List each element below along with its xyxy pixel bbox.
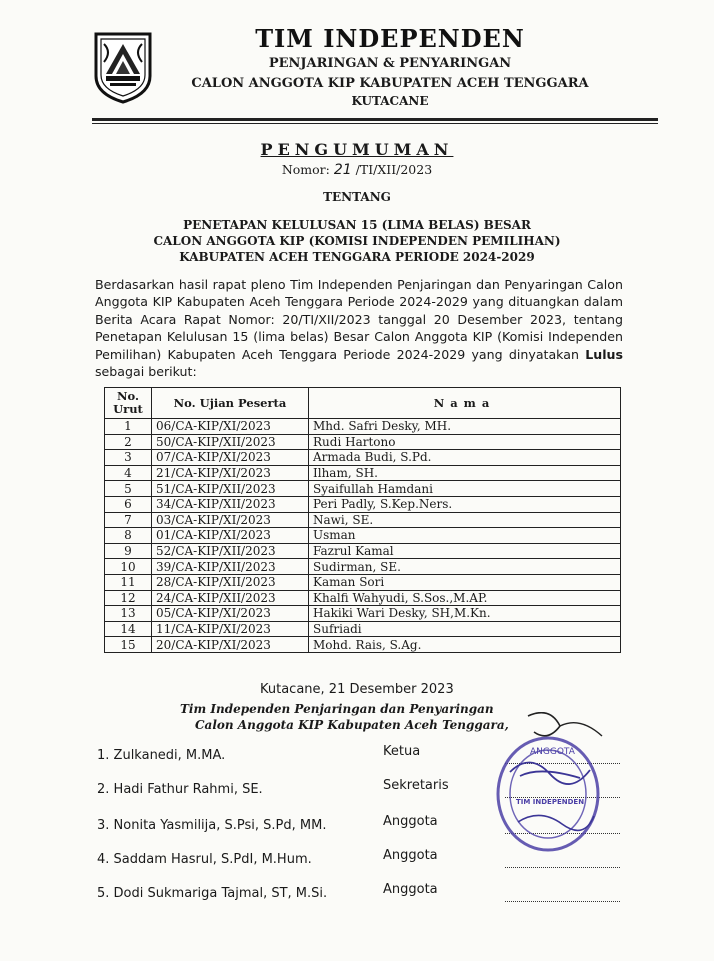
row-name: Mohd. Rais, S.Ag. <box>309 637 621 653</box>
row-name: Nawi, SE. <box>309 512 621 528</box>
table-row <box>105 465 621 481</box>
row-name: Armada Budi, S.Pd. <box>309 450 621 466</box>
member-name-text: Hadi Fathur Rahmi, SE. <box>113 782 263 797</box>
nomor-handwritten: 21 <box>333 162 352 178</box>
member-name-text: Zulkanedi, M.MA. <box>113 748 226 763</box>
col-nama-header: Nama <box>309 388 621 419</box>
row-exam-number: 01/CA-KIP/XI/2023 <box>152 528 309 544</box>
tentang-label: TENTANG <box>323 190 391 204</box>
table-row <box>105 481 621 497</box>
col-no-header <box>105 388 152 419</box>
table-row <box>105 450 621 466</box>
member-number: 4. <box>97 852 110 867</box>
member-name-text: Dodi Sukmariga Tajmal, ST, M.Si. <box>113 886 328 901</box>
nomor-label: Nomor: <box>281 162 330 177</box>
row-number: 3 <box>105 450 152 466</box>
table-row <box>105 606 621 622</box>
header-rule-thin <box>92 123 658 124</box>
signature-line <box>505 900 620 902</box>
row-number: 4 <box>105 465 152 481</box>
place-date: Kutacane, 21 Desember 2023 <box>260 682 454 697</box>
signatory-body-line1: Tim Independen Penjaringan dan Penyaringan <box>180 702 494 716</box>
row-exam-number: 50/CA-KIP/XII/2023 <box>152 434 309 450</box>
member-role: Anggota <box>383 848 438 863</box>
body-text-end: sebagai berikut: <box>95 364 197 380</box>
row-number: 13 <box>105 606 152 622</box>
row-exam-number: 06/CA-KIP/XI/2023 <box>152 419 309 435</box>
member-name <box>97 886 327 901</box>
row-number: 2 <box>105 434 152 450</box>
row-name: Sufriadi <box>309 621 621 637</box>
member-role: Anggota <box>383 882 438 897</box>
header-line2: CALON ANGGOTA KIP KABUPATEN ACEH TENGGARA <box>191 76 589 91</box>
subject-line-1: PENETAPAN KELULUSAN 15 (LIMA BELAS) BESAR <box>183 218 531 232</box>
stamp-text-top: ANGGOTA <box>530 747 575 757</box>
row-number: 8 <box>105 528 152 544</box>
signatory-body-line2: Calon Anggota KIP Kabupaten Aceh Tenggara, <box>195 718 509 732</box>
col-ujian-header: No. Ujian Peserta <box>152 388 309 419</box>
official-stamp <box>490 712 610 862</box>
announcement-number <box>0 162 714 178</box>
member-number: 3. <box>97 818 110 833</box>
graduates-table <box>104 387 621 653</box>
row-name: Usman <box>309 528 621 544</box>
col-no-line1: No. <box>117 389 139 403</box>
row-name: Khalfi Wahyudi, S.Sos.,M.AP. <box>309 590 621 606</box>
member-number: 5. <box>97 886 110 901</box>
row-exam-number: 24/CA-KIP/XII/2023 <box>152 590 309 606</box>
header-rule-thick <box>92 118 658 121</box>
table-row <box>105 434 621 450</box>
row-number: 12 <box>105 590 152 606</box>
table-row <box>105 559 621 575</box>
row-exam-number: 52/CA-KIP/XII/2023 <box>152 543 309 559</box>
row-name: Hakiki Wari Desky, SH,M.Kn. <box>309 606 621 622</box>
header-title: TIM INDEPENDEN <box>255 24 525 53</box>
member-role: Ketua <box>383 744 421 759</box>
table-row <box>105 637 621 653</box>
member-role: Anggota <box>383 814 438 829</box>
row-exam-number: 39/CA-KIP/XII/2023 <box>152 559 309 575</box>
row-name: Mhd. Safri Desky, MH. <box>309 419 621 435</box>
stamp-text-mid: TIM INDEPENDEN <box>516 798 585 806</box>
nomor-suffix: /TI/XII/2023 <box>355 162 433 177</box>
table-header-row <box>105 388 621 419</box>
body-bold-word: Lulus <box>585 346 623 362</box>
row-number: 5 <box>105 481 152 497</box>
body-paragraph <box>95 276 623 380</box>
row-exam-number: 21/CA-KIP/XI/2023 <box>152 465 309 481</box>
table-row <box>105 512 621 528</box>
row-name: Kaman Sori <box>309 574 621 590</box>
row-number: 15 <box>105 637 152 653</box>
member-name-text: Saddam Hasrul, S.PdI, M.Hum. <box>113 852 312 867</box>
table-row <box>105 419 621 435</box>
row-name: Syaifullah Hamdani <box>309 481 621 497</box>
row-number: 10 <box>105 559 152 575</box>
table-row <box>105 543 621 559</box>
member-name <box>97 852 312 867</box>
member-name <box>97 748 225 763</box>
row-exam-number: 11/CA-KIP/XI/2023 <box>152 621 309 637</box>
member-number: 2. <box>97 782 110 797</box>
header-line3: KUTACANE <box>351 94 429 108</box>
row-name: Sudirman, SE. <box>309 559 621 575</box>
col-no-line2: Urut <box>113 402 143 416</box>
member-name <box>97 782 263 797</box>
body-text: Berdasarkan hasil rapat pleno Tim Independen Penjaringan dan Penyaringan Calon Anggota KIP Kabupaten Aceh Tenggara Periode 2024-2029 yang dituangkan dalam Berita Acara Rapat Nomor: 20/TI/XII/2023 tanggal 20 Desember 2023, tentang Penetapan Kelulusan 15 (lima belas) Besar Calon Anggota KIP (Komisi Independen Pemilihan) Kabupaten Aceh Tenggara Periode 2024-2029 yang dinyatakan <box>95 277 623 362</box>
row-exam-number: 51/CA-KIP/XII/2023 <box>152 481 309 497</box>
table-row <box>105 621 621 637</box>
row-number: 11 <box>105 574 152 590</box>
row-number: 14 <box>105 621 152 637</box>
row-exam-number: 07/CA-KIP/XI/2023 <box>152 450 309 466</box>
row-exam-number: 34/CA-KIP/XII/2023 <box>152 496 309 512</box>
announcement-heading: PENGUMUMAN <box>260 140 454 159</box>
row-number: 1 <box>105 419 152 435</box>
signature-line <box>505 866 620 868</box>
member-role: Sekretaris <box>383 778 449 793</box>
row-number: 7 <box>105 512 152 528</box>
subject-line-2: CALON ANGGOTA KIP (KOMISI INDEPENDEN PEMILIHAN) <box>153 234 561 248</box>
row-name: Peri Padly, S.Kep.Ners. <box>309 496 621 512</box>
member-number: 1. <box>97 748 110 763</box>
table-row <box>105 528 621 544</box>
subject-line-3: KABUPATEN ACEH TENGGARA PERIODE 2024-2029 <box>179 250 535 264</box>
row-exam-number: 03/CA-KIP/XI/2023 <box>152 512 309 528</box>
row-name: Rudi Hartono <box>309 434 621 450</box>
member-name <box>97 818 326 833</box>
row-exam-number: 28/CA-KIP/XII/2023 <box>152 574 309 590</box>
table-row <box>105 574 621 590</box>
member-name-text: Nonita Yasmilija, S.Psi, S.Pd, MM. <box>113 818 327 833</box>
table-row <box>105 590 621 606</box>
table-row <box>105 496 621 512</box>
row-name: Ilham, SH. <box>309 465 621 481</box>
row-number: 9 <box>105 543 152 559</box>
row-exam-number: 05/CA-KIP/XI/2023 <box>152 606 309 622</box>
row-name: Fazrul Kamal <box>309 543 621 559</box>
row-exam-number: 20/CA-KIP/XI/2023 <box>152 637 309 653</box>
header-line1: PENJARINGAN & PENYARINGAN <box>268 56 512 71</box>
row-number: 6 <box>105 496 152 512</box>
